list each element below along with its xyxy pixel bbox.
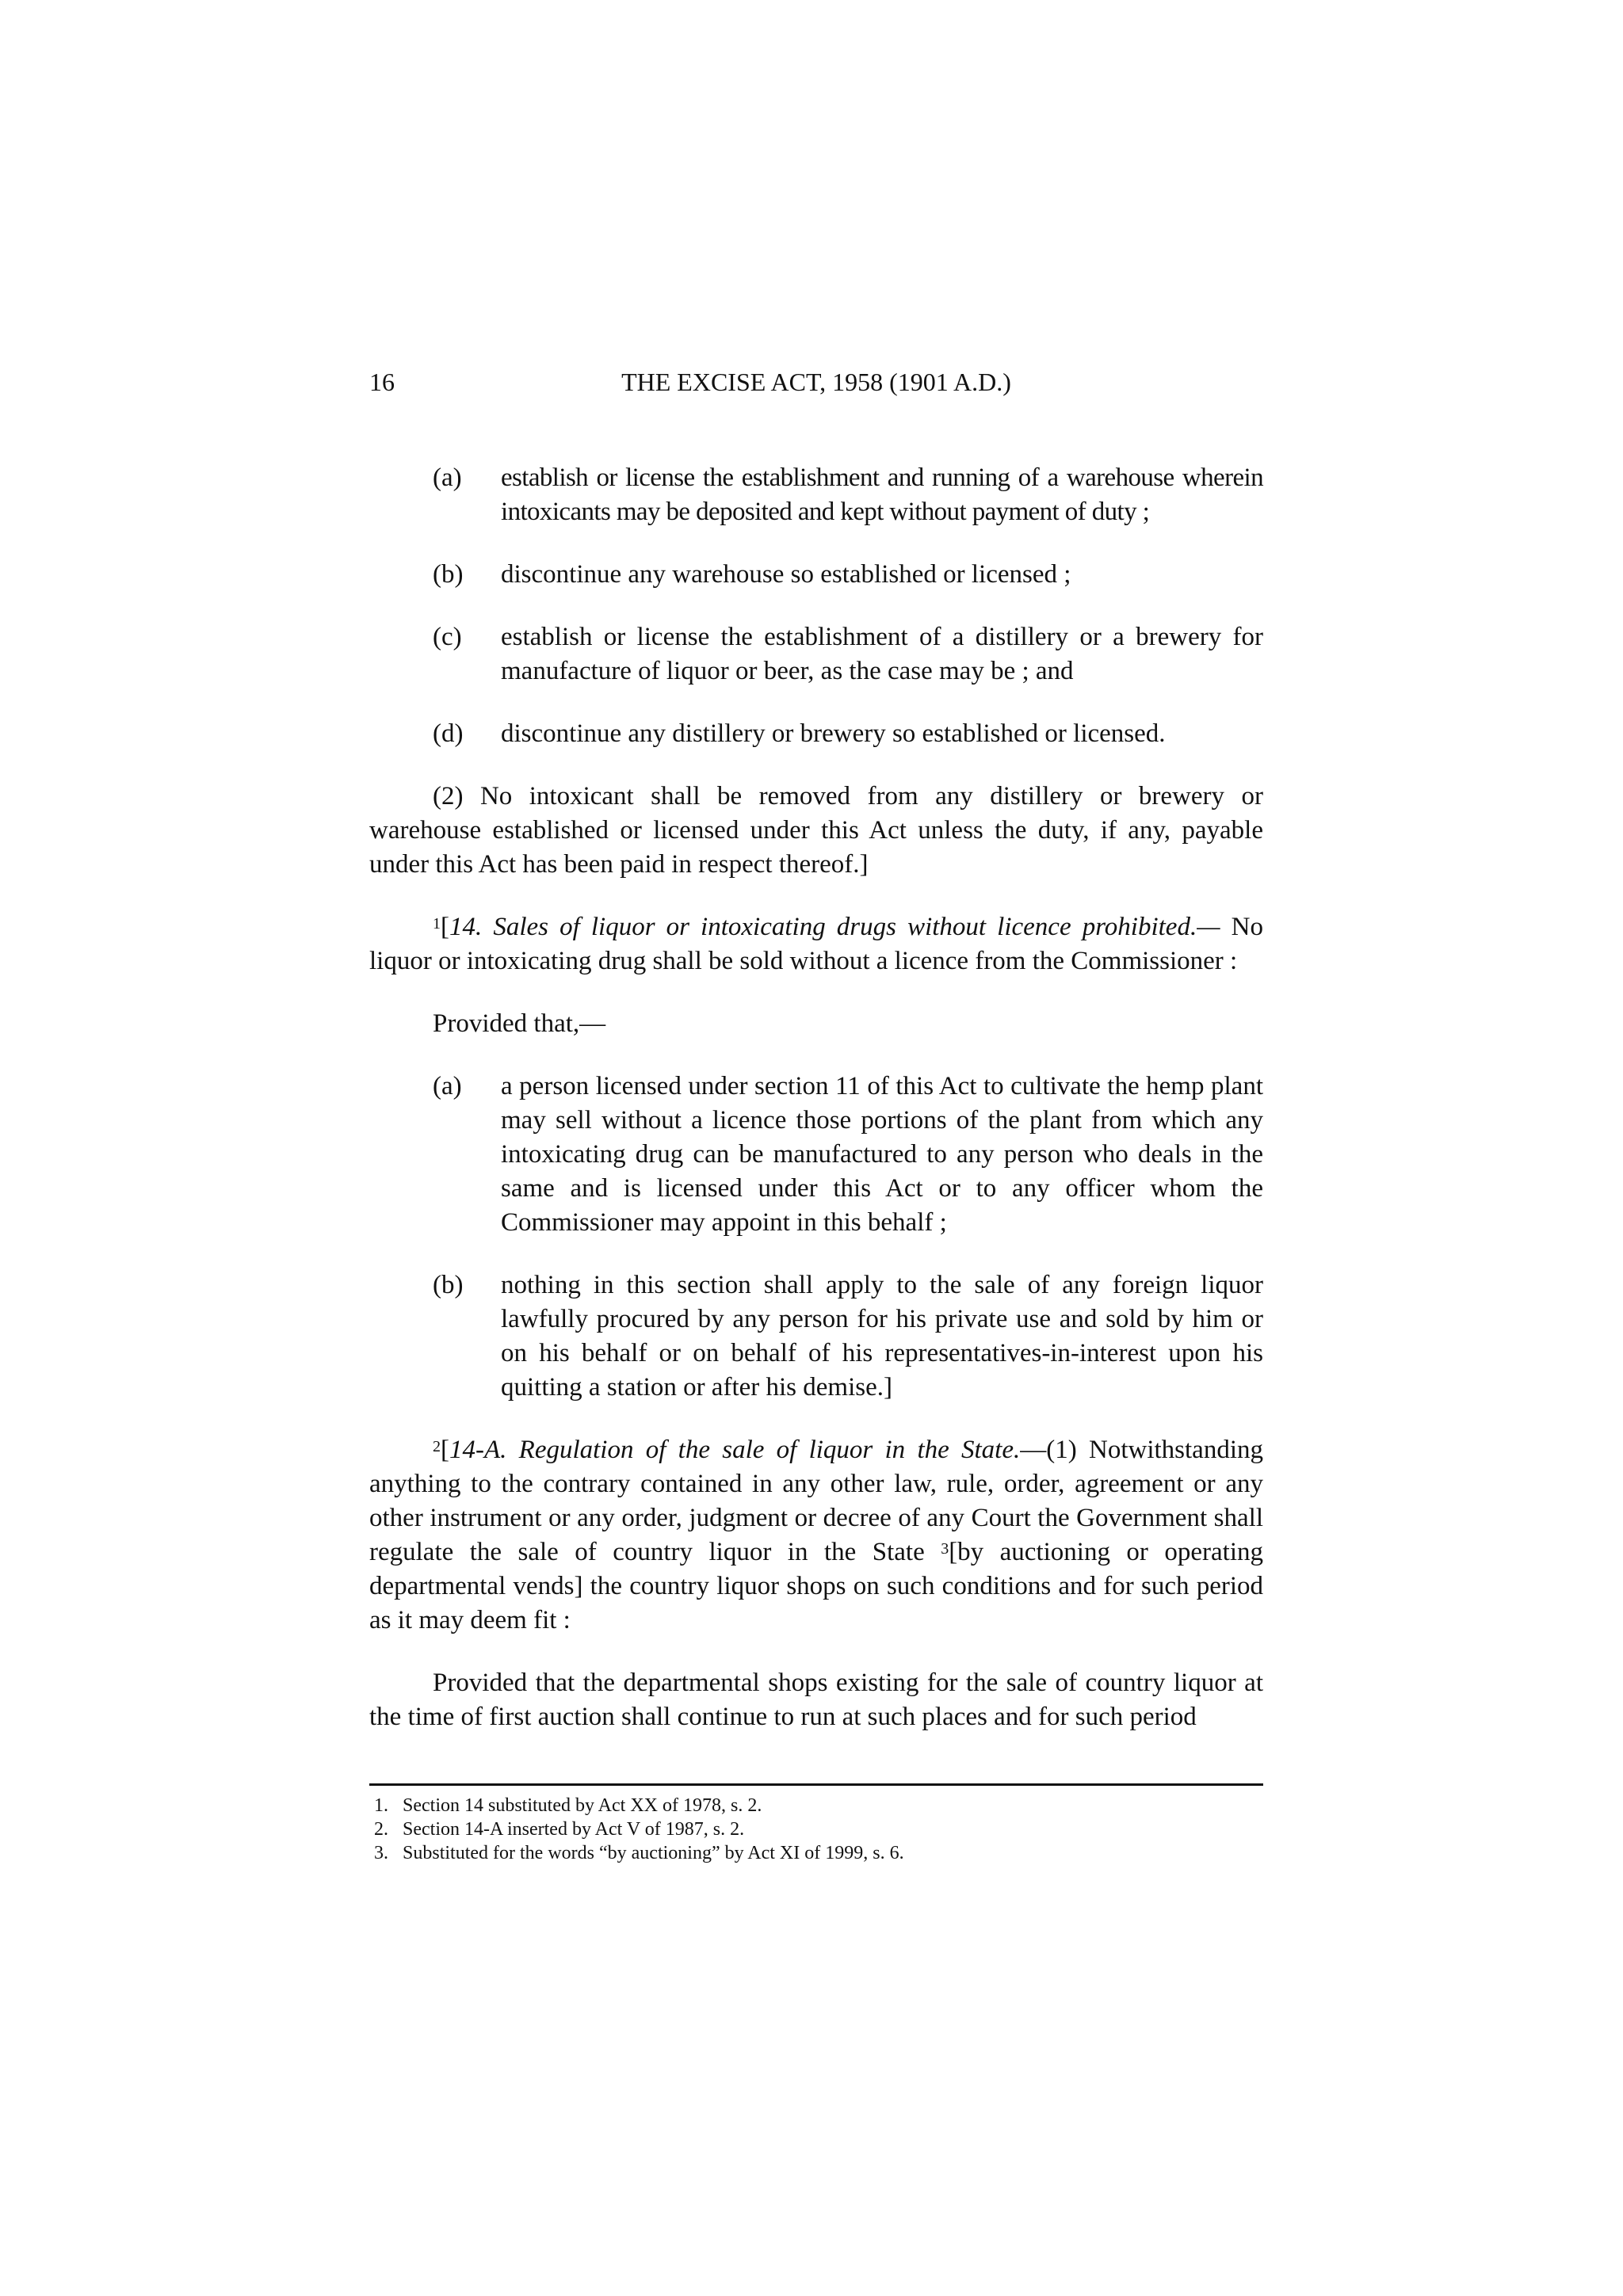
clause-text: establish or license the establishment of a distillery or a brewery for manufacture of liquor or beer, as the case may be ; and [501,623,1263,685]
clause-label: (a) [433,463,462,492]
section-14-text: No liquor or intoxicating drug shall be sold without a licence from the Commissioner : [369,913,1263,975]
clause-text: establish or license the establishment and running of a warehouse wherein intoxicants may be deposited and kept without payment of duty ; [501,463,1263,526]
header-title: THE EXCISE ACT, 1958 (1901 A.D.) [621,368,1011,396]
footnote-ref-3: 3 [941,1540,949,1558]
proviso-14: Provided that,— [433,1009,606,1038]
clause-label: (a) [433,1072,462,1100]
footnote-number: 1. [374,1795,388,1816]
open-bracket: [ [441,913,449,941]
footnote [369,1841,1263,1865]
body-text [369,461,1263,1763]
clause-label: (b) [433,1271,464,1299]
footnote-text: Section 14-A inserted by Act V of 1987, s. 2. [403,1819,745,1840]
footnote-ref-2: 2 [433,1438,441,1455]
clause-b [369,558,1263,592]
footnote-number: 2. [374,1819,388,1840]
footnote-ref-1: 1 [433,915,441,933]
clause-text: a person licensed under section 11 of this Act to cultivate the hemp plant may sell without a licence those portions of the plant from which any intoxicating drug can be manufactured to any person who deals in the same and is licensed under this Act or to any officer whom the Commissioner may appoint in this behalf ; [501,1072,1263,1237]
running-head [369,366,1263,398]
footnote-rule [369,1783,1263,1786]
clause-text: nothing in this section shall apply to the sale of any foreign liquor lawfully procured by any person for his private use and sold by him or on his behalf or on behalf of his representatives-in-interest upon his quitting a station or after his demise.] [501,1271,1263,1402]
clause-d [369,717,1263,751]
section-14-heading: 14. Sales of liquor or intoxicating drugs without licence prohibited.— [449,913,1220,941]
clause-label: (c) [433,623,462,651]
clause-14-b [369,1268,1263,1405]
footnote-text: Section 14 substituted by Act XX of 1978, s. 2. [403,1795,762,1816]
section-14a-text-1: —(1) Notwithstanding anything to the contrary contained in any other law, rule, order, agreement or any other instrument or any order, judgment or decree of any Court the Government shall regulate the sale of country liquor in the State [369,1436,1263,1566]
footnotes [369,1794,1263,1865]
clause-text: discontinue any warehouse so established or licensed ; [501,560,1071,589]
footnote-text: Substituted for the words “by auctioning” by Act XI of 1999, s. 6. [403,1843,904,1863]
clause-label: (b) [433,560,464,589]
section-14 [369,910,1263,978]
section-14a-text-2: [by auctioning or operating departmental vends] the country liquor shops on such conditions and for such period as it may deem fit : [369,1538,1263,1634]
clause-a [369,461,1263,529]
page-number: 16 [369,368,395,396]
clause-14-a [369,1070,1263,1240]
clause-text: discontinue any distillery or brewery so established or licensed. [501,719,1166,748]
section-14a-heading: 14-A. Regulation of the sale of liquor in the State. [449,1436,1021,1464]
proviso-14a: Provided that the departmental shops existing for the sale of country liquor at the time of first auction shall continue to run at such places and for such period [369,1669,1263,1731]
open-bracket: [ [441,1436,449,1464]
footnote [369,1794,1263,1817]
clause-c [369,620,1263,688]
footnote-number: 3. [374,1843,388,1863]
clause-label: (d) [433,719,464,748]
section-14a [369,1433,1263,1638]
subsection-2: (2) No intoxicant shall be removed from any distillery or brewery or warehouse established or licensed under this Act unless the duty, if any, payable under this Act has been paid in respect thereof.] [369,782,1263,879]
footnote [369,1817,1263,1841]
